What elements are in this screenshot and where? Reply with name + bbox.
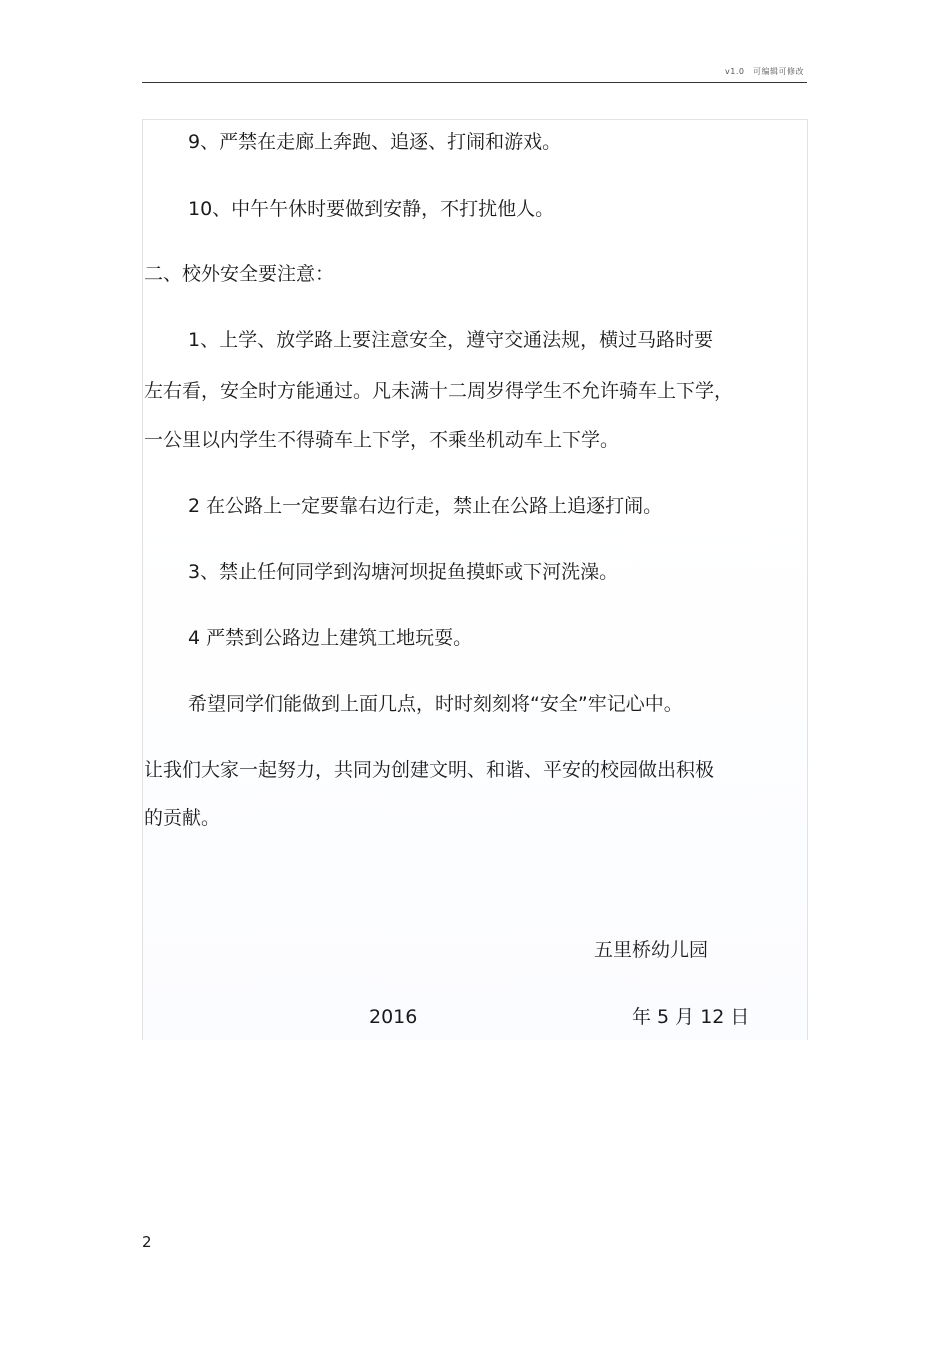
header-rule bbox=[142, 82, 807, 83]
closing-line-1: 让我们大家一起努力，共同为创建文明、和谐、平安的校园做出积极 bbox=[144, 759, 715, 781]
section-heading: 二、校外安全要注意： bbox=[144, 263, 335, 285]
signature-year: 2016 bbox=[369, 1006, 418, 1028]
paragraph-4: 4 严禁到公路边上建筑工地玩耍。 bbox=[188, 627, 473, 649]
paragraph-1-line-2: 左右看，安全时方能通过。凡未满十二周岁得学生不允许骑车上下学， bbox=[144, 380, 734, 402]
paragraph-1-line-3: 一公里以内学生不得骑车上下学，不乘坐机动车上下学。 bbox=[144, 429, 620, 451]
header-note: v1.0 可编辑可修改 bbox=[725, 67, 804, 76]
paragraph-3: 3、禁止任何同学到沟塘河坝捉鱼摸虾或下河洗澡。 bbox=[188, 561, 619, 583]
page-number: 2 bbox=[142, 1233, 152, 1251]
rule-item-9: 9、严禁在走廊上奔跑、追逐、打闹和游戏。 bbox=[188, 131, 562, 153]
signature-organization: 五里桥幼儿园 bbox=[594, 939, 709, 961]
rule-item-10: 10、中午午休时要做到安静，不打扰他人。 bbox=[188, 198, 555, 220]
paragraph-2: 2 在公路上一定要靠右边行走，禁止在公路上追逐打闹。 bbox=[188, 495, 663, 517]
paragraph-1-line-1: 1、上学、放学路上要注意安全，遵守交通法规，横过马路时要 bbox=[188, 329, 714, 351]
signature-month-day: 年 5 月 12 日 bbox=[632, 1006, 750, 1028]
closing-line-2: 的贡献。 bbox=[144, 807, 221, 829]
hope-statement: 希望同学们能做到上面几点，时时刻刻将“安全”牢记心中。 bbox=[188, 693, 683, 715]
